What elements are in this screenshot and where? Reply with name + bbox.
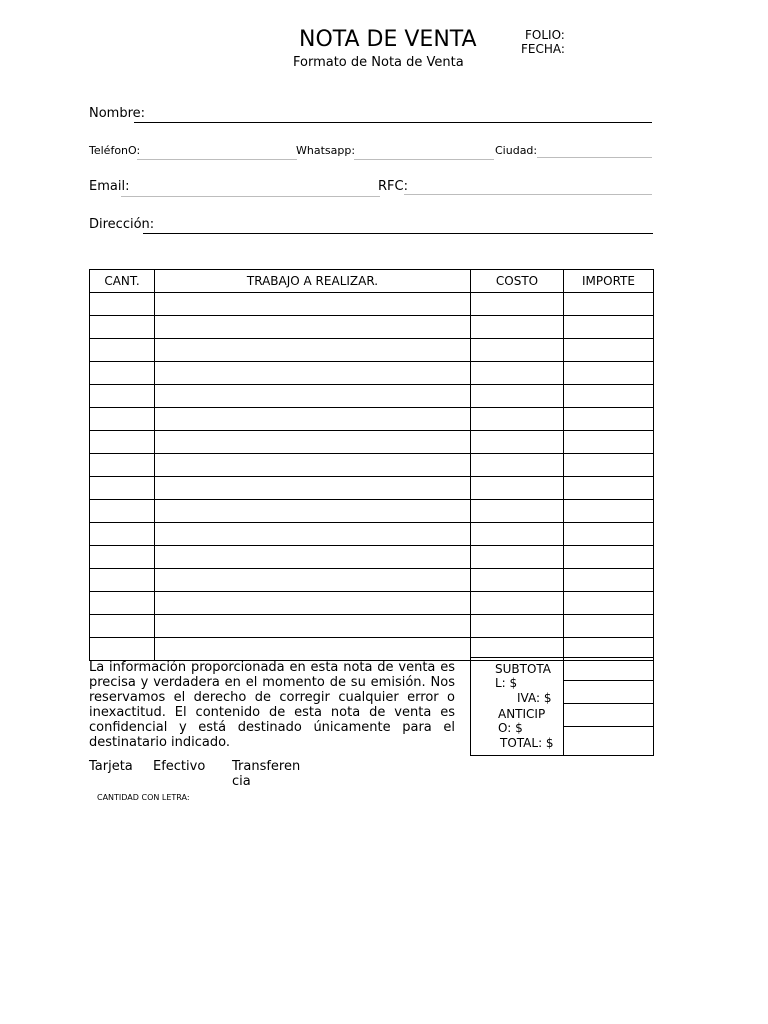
costo-cell[interactable] — [471, 454, 564, 477]
subtotal-label-line1: SUBTOTA — [495, 662, 552, 676]
costo-cell[interactable] — [471, 385, 564, 408]
importe-cell[interactable] — [564, 316, 654, 339]
cant-cell[interactable] — [90, 431, 155, 454]
importe-cell[interactable] — [564, 293, 654, 316]
totals-table — [470, 657, 654, 756]
direccion-field-line[interactable] — [143, 233, 653, 234]
whatsapp-field-line[interactable] — [354, 159, 494, 160]
table-row — [90, 477, 654, 500]
totals-labels-cell — [471, 658, 564, 756]
trabajo-cell[interactable] — [155, 316, 471, 339]
trabajo-cell[interactable] — [155, 569, 471, 592]
table-row — [90, 454, 654, 477]
trabajo-cell[interactable] — [155, 293, 471, 316]
costo-cell[interactable] — [471, 431, 564, 454]
costo-cell[interactable] — [471, 293, 564, 316]
importe-cell[interactable] — [564, 385, 654, 408]
importe-cell[interactable] — [564, 500, 654, 523]
cant-cell[interactable] — [90, 523, 155, 546]
header-cant: CANT. — [90, 270, 155, 293]
trabajo-cell[interactable] — [155, 615, 471, 638]
trabajo-cell[interactable] — [155, 431, 471, 454]
table-row — [90, 523, 654, 546]
trabajo-cell[interactable] — [155, 408, 471, 431]
trabajo-cell[interactable] — [155, 546, 471, 569]
table-row — [90, 546, 654, 569]
nombre-field-line[interactable] — [134, 122, 652, 123]
importe-cell[interactable] — [564, 592, 654, 615]
document-title: NOTA DE VENTA — [299, 27, 477, 52]
cantidad-con-letra-label: CANTIDAD CON LETRA: — [97, 793, 190, 802]
trabajo-cell[interactable] — [155, 592, 471, 615]
table-row — [90, 385, 654, 408]
iva-value-box[interactable] — [564, 681, 654, 704]
cant-cell[interactable] — [90, 362, 155, 385]
header-costo: COSTO — [471, 270, 564, 293]
rfc-field-line[interactable] — [404, 194, 652, 195]
payment-transferencia-line2: cia — [232, 774, 251, 789]
importe-cell[interactable] — [564, 523, 654, 546]
table-row — [90, 615, 654, 638]
telefono-field-line[interactable] — [137, 159, 297, 160]
iva-label: IVA: $ — [517, 691, 552, 705]
cant-cell[interactable] — [90, 385, 155, 408]
costo-cell[interactable] — [471, 523, 564, 546]
payment-tarjeta[interactable]: Tarjeta — [89, 759, 133, 774]
total-value-box[interactable] — [564, 727, 654, 756]
cant-cell[interactable] — [90, 454, 155, 477]
trabajo-cell[interactable] — [155, 454, 471, 477]
anticipo-label-line1: ANTICIP — [498, 707, 546, 721]
nombre-label: Nombre: — [89, 106, 146, 121]
table-row — [90, 293, 654, 316]
folio-label: FOLIO: — [525, 28, 565, 42]
cant-cell[interactable] — [90, 592, 155, 615]
importe-cell[interactable] — [564, 408, 654, 431]
costo-cell[interactable] — [471, 362, 564, 385]
table-row — [90, 362, 654, 385]
costo-cell[interactable] — [471, 477, 564, 500]
payment-transferencia-line1: Transferen — [232, 759, 301, 774]
payment-transferencia[interactable] — [232, 759, 300, 789]
document-subtitle: Formato de Nota de Venta — [293, 55, 464, 70]
importe-cell[interactable] — [564, 339, 654, 362]
trabajo-cell[interactable] — [155, 500, 471, 523]
table-row — [90, 569, 654, 592]
costo-cell[interactable] — [471, 592, 564, 615]
email-label: Email: — [89, 179, 130, 194]
email-field-line[interactable] — [121, 196, 380, 197]
items-table-header — [90, 270, 654, 293]
ciudad-field-line[interactable] — [537, 157, 652, 158]
importe-cell[interactable] — [564, 454, 654, 477]
importe-cell[interactable] — [564, 477, 654, 500]
table-row — [90, 408, 654, 431]
payment-efectivo[interactable]: Efectivo — [153, 759, 206, 774]
cant-cell[interactable] — [90, 546, 155, 569]
fecha-label: FECHA: — [521, 42, 565, 56]
cant-cell[interactable] — [90, 339, 155, 362]
trabajo-cell[interactable] — [155, 362, 471, 385]
cant-cell[interactable] — [90, 293, 155, 316]
importe-cell[interactable] — [564, 546, 654, 569]
table-row — [90, 431, 654, 454]
importe-cell[interactable] — [564, 615, 654, 638]
table-row — [90, 592, 654, 615]
cant-cell[interactable] — [90, 638, 155, 661]
anticipo-label-line2: O: $ — [498, 721, 523, 735]
cant-cell[interactable] — [90, 316, 155, 339]
header-trabajo: TRABAJO A REALIZAR. — [155, 270, 471, 293]
costo-cell[interactable] — [471, 408, 564, 431]
telefono-label: TeléfonO: — [89, 144, 141, 157]
cant-cell[interactable] — [90, 615, 155, 638]
items-table-body — [90, 293, 654, 661]
costo-cell[interactable] — [471, 615, 564, 638]
table-row — [90, 316, 654, 339]
header-importe: IMPORTE — [564, 270, 654, 293]
table-row — [90, 500, 654, 523]
rfc-label: RFC: — [378, 179, 408, 194]
total-label: TOTAL: $ — [500, 736, 554, 750]
direccion-label: Dirección: — [89, 217, 155, 232]
costo-cell[interactable] — [471, 500, 564, 523]
trabajo-cell[interactable] — [155, 385, 471, 408]
subtotal-label-line2: L: $ — [495, 676, 518, 690]
importe-cell[interactable] — [564, 569, 654, 592]
cant-cell[interactable] — [90, 477, 155, 500]
importe-cell[interactable] — [564, 431, 654, 454]
subtotal-value-box[interactable] — [564, 658, 654, 681]
trabajo-cell[interactable] — [155, 638, 471, 661]
costo-cell[interactable] — [471, 546, 564, 569]
anticipo-value-box[interactable] — [564, 704, 654, 727]
importe-cell[interactable] — [564, 362, 654, 385]
items-table — [89, 269, 654, 661]
costo-cell[interactable] — [471, 339, 564, 362]
disclaimer-text: La información proporcionada en esta nota de venta es precisa y verdadera en el momento de su emisión. Nos reservamos el derecho de corregir cualquier error o inexactitud. El contenido de esta nota de venta es confidencial y está destinado únicamente para el destinatario indicado. — [89, 660, 455, 750]
costo-cell[interactable] — [471, 316, 564, 339]
cant-cell[interactable] — [90, 569, 155, 592]
table-row — [90, 339, 654, 362]
trabajo-cell[interactable] — [155, 339, 471, 362]
ciudad-label: Ciudad: — [495, 144, 538, 157]
trabajo-cell[interactable] — [155, 523, 471, 546]
whatsapp-label: Whatsapp: — [296, 144, 356, 157]
trabajo-cell[interactable] — [155, 477, 471, 500]
cant-cell[interactable] — [90, 500, 155, 523]
costo-cell[interactable] — [471, 569, 564, 592]
cant-cell[interactable] — [90, 408, 155, 431]
